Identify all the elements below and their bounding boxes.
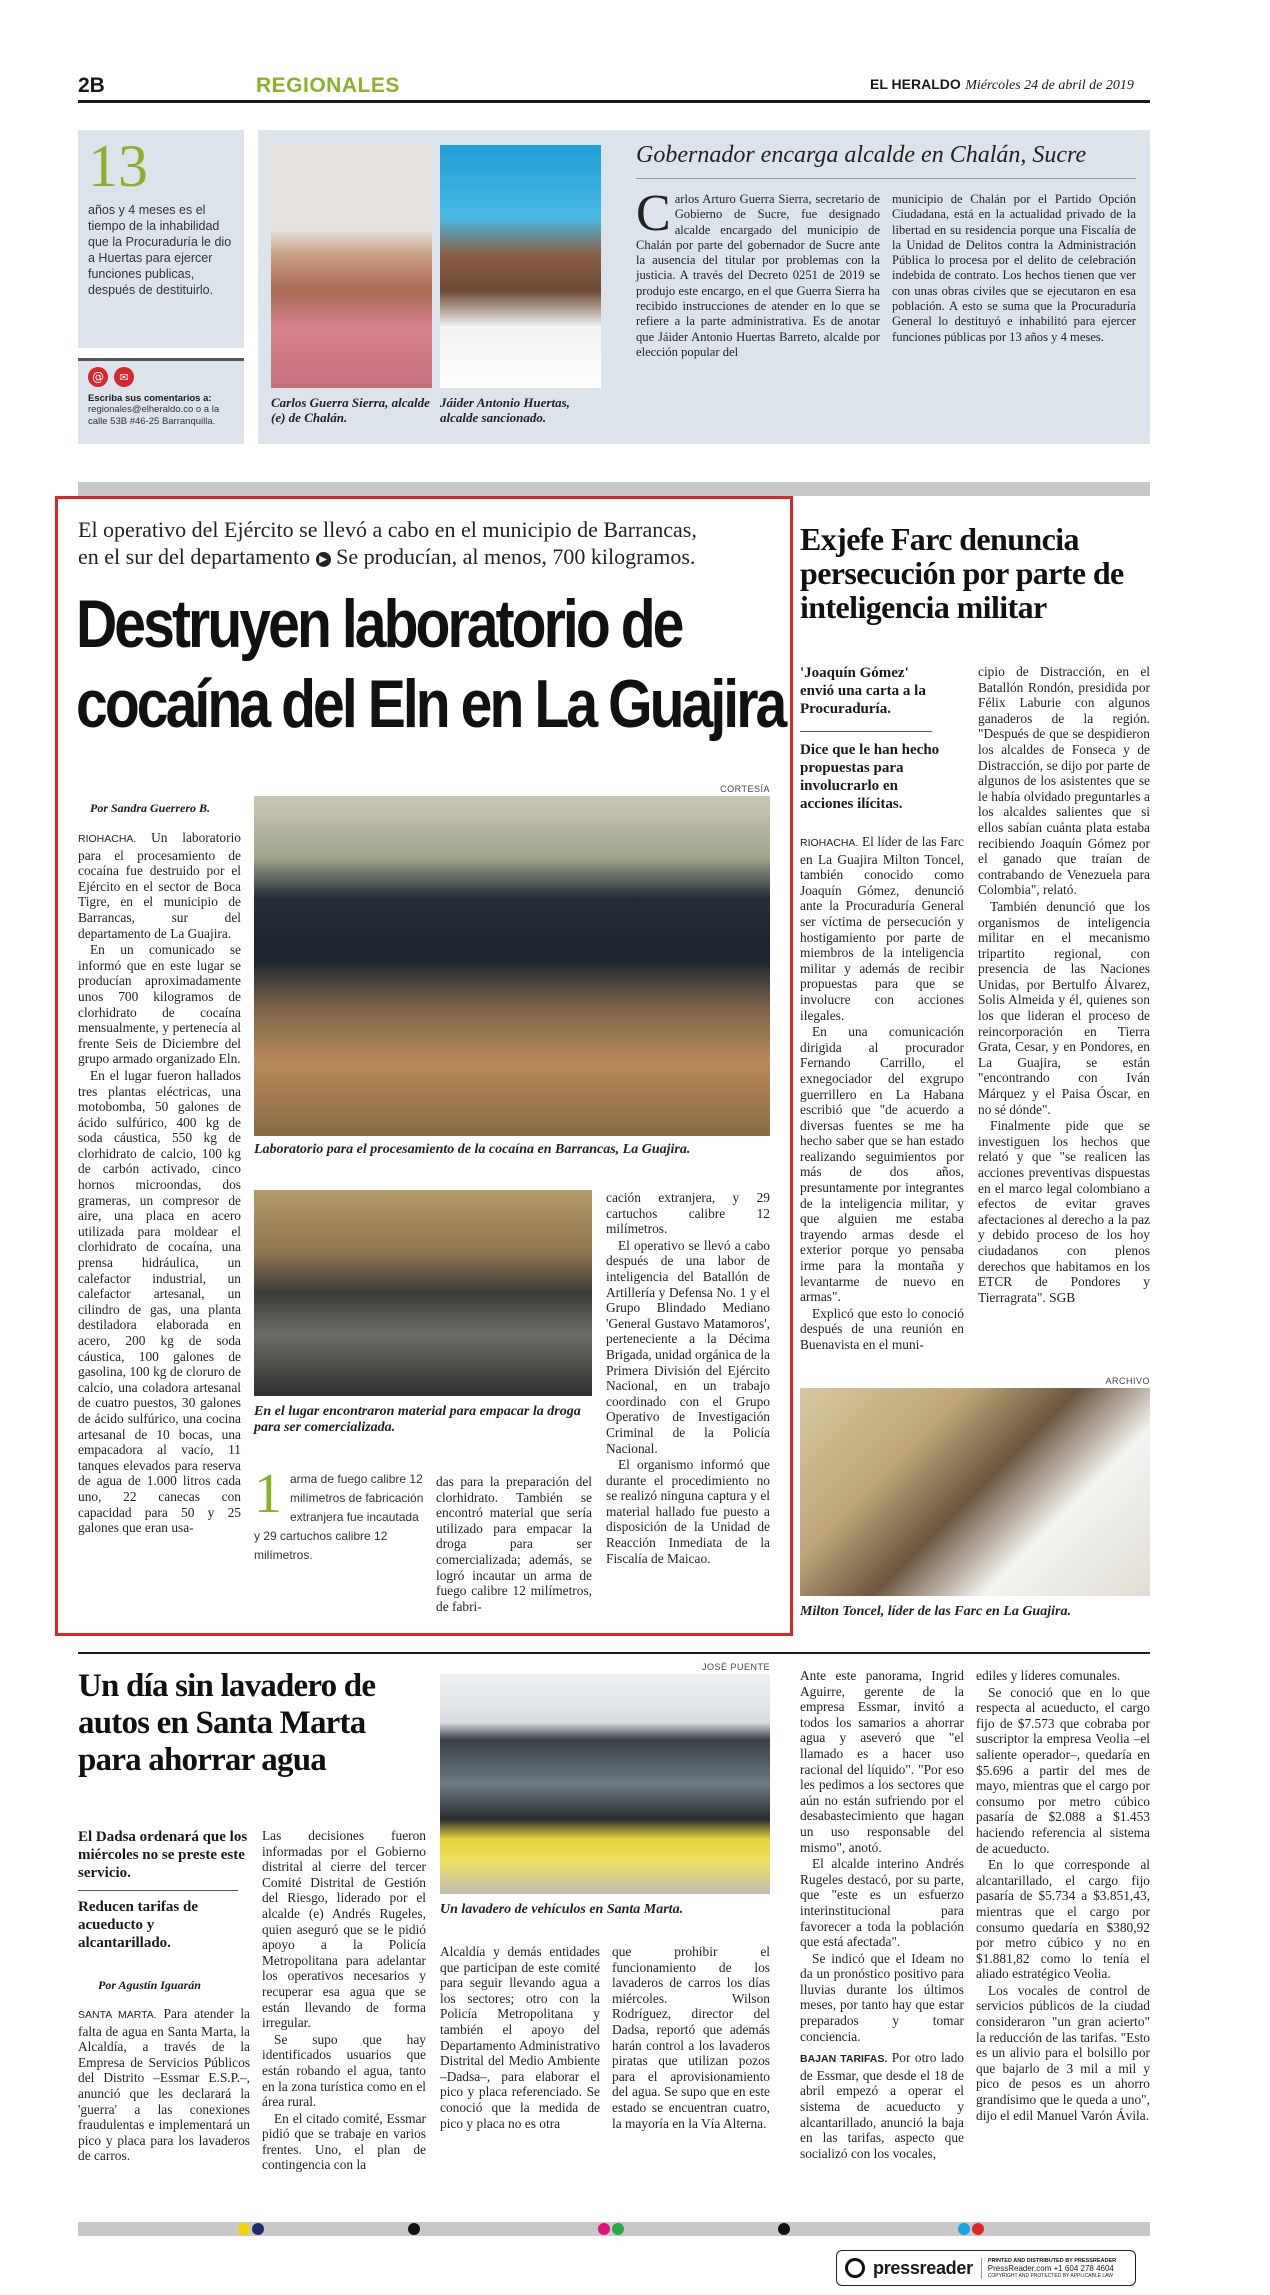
main-col3-p3: El organismo informó que durante el procedimiento no se realizó ninguna captura y el material hallado fue puesto a disposición de la Unidad de Reacción Inmediata de la Fiscalía de Maicao. (606, 1457, 770, 1566)
water-sub-2: Reducen tarifas de acueducto y alcantarillado. (78, 1899, 198, 1951)
water-sub-1: El Dadsa ordenará que los miércoles no se preste este servicio. (78, 1829, 248, 1881)
farc-col1-p2: En una comunicación dirigida al procurador Fernando Carrillo, el exnegociador del exgrupo guerrillero en La Habana escribió que "de acuerdo a diversas fuentes se me ha hecho saber que se han estado realizando seguimientos por más de dos años, presuntamente por integrantes de la inteligencia militar, y que alguien me estaba trayendo armas desde el exterior porque yo pensaba irme para la montaña y levantarme de nuevo en armas". (800, 1024, 964, 1305)
water-headline: Un día sin lavadero de autos en Santa Marta para ahorrar agua (78, 1668, 376, 1778)
water-col-2 (262, 1828, 426, 2174)
water-col-1 (78, 2006, 250, 2165)
caption-carlos: Carlos Guerra Sierra, alcalde (e) de Chalán. (271, 395, 430, 425)
photo-carlos-guerra (271, 145, 432, 388)
water-col5-p1: Ante este panorama, Ingrid Aguirre, gerente de la empresa Essmar, invitó a todos los samarios a ahorrar agua y aseveró que "el llamado es a hacer uso racional del líquido". "Por eso les pedimos a los sectores que aún no están sufriendo por el desabastecimiento que hagan un uso responsable del mismo", anotó. (800, 1668, 964, 1855)
contact-box (78, 358, 244, 444)
issue-date: Miércoles 24 de abril de 2019 (965, 78, 1134, 93)
masthead: EL HERALDO (870, 76, 961, 92)
inhabilidad-box (78, 130, 244, 348)
main-col-2b: das para la preparación del clorhidrato. También se encontró material que sería utilizado para empacar la droga para ser comercializada; además, se logró incautar un arma de fuego calibre 12 milímetros, de fabri- (436, 1474, 592, 1614)
water-col6-p3: En lo que corresponde al alcantarillado, el cargo fijo pasaría de $5.734 a $3.851,43, mientras que el cargo por consumo quedaría en $380,92 por metro cúbico y no en $1.881,82 como lo tenía el aliado estratégico Veolia. (976, 1857, 1150, 1982)
arrow-icon: ▶ (316, 552, 331, 567)
contact-label: Escriba sus comentarios a: (88, 393, 212, 404)
water-byline: Por Agustín Iguarán (98, 1978, 201, 1992)
pressreader-line-1: PRINTED AND DISTRIBUTED BY PRESSREADER (987, 2257, 1117, 2264)
farc-col1-p1: El líder de las Farc en La Guajira Milton Toncel, también conocido como Joaquín Gómez, denunció ante la Procuraduría General ser víctima de persecución y hostigamiento por parte de miembros de la inteligencia militar y además de recibir propuestas para que se involucre con acciones ilegales. (800, 834, 964, 1023)
water-photo-caption: Un lavadero de vehículos en Santa Marta. (440, 1902, 684, 1917)
at-icon[interactable]: @ (88, 367, 108, 387)
water-col2-p1: Las decisiones fueron informadas por el Gobierno distrital al cierre del tercer Comité Distrital de Gestión del Riesgo, liderado por el alcalde (e) Andrés Rugeles, quien aseguró que se le pidió apoyo a la Policía Metropolitana para adelantar los operativos necesarios y recuperar esa agua que se están llevando de forma irregular. (262, 1828, 426, 2031)
caption-jaider: Jáider Antonio Huertas, alcalde sancionado. (440, 395, 570, 425)
reg-mark-navy (252, 2223, 264, 2235)
photo2-caption: En el lugar encontraron material para empacar la droga para ser comercializada. (254, 1404, 581, 1435)
pullquote (254, 1463, 426, 1563)
pullquote-text: arma de fuego calibre 12 milímetros de fabricación extranjera fue incautada y 29 cartuchos calibre 12 milímetros. (254, 1472, 424, 1562)
mail-icon[interactable]: ✉ (114, 367, 134, 387)
masthead-date (870, 76, 1134, 94)
farc-col2-p3: Finalmente pide que se investiguen los hechos que relató y que "se realicen las acciones preventivas dispuestas en el marco legal colombiano a efectos de evitar graves afectaciones al derecho a la paz y debido proceso de los hoy ciudadanos con plenos derechos que habitamos en los ETCR de Pondores y Tierragrata". SGB (978, 1118, 1150, 1305)
gray-band-1 (78, 482, 1150, 496)
reg-mark-magenta (598, 2223, 610, 2235)
photo-jaider-huertas (440, 145, 601, 388)
section-label: REGIONALES (256, 74, 400, 97)
governor-col-1-text: arlos Arturo Guerra Sierra, secretario de Gobierno de Sucre, fue designado alcalde encargado del municipio de Chalán por parte del gobernador de Sucre ante la ausencia del titular por problemas con la justicia. A través del Decreto 0251 de 2019 se produjo este encargo, en el que Guerra Sierra ha recibido instrucciones de atender en lo que se refiere a la parte administrativa. Es de anotar que Jáider Antonio Huertas Barreto, alcalde por elección popular del (636, 192, 880, 359)
water-dateline: SANTA MARTA. (78, 2009, 157, 2021)
pressreader-info (981, 2258, 1116, 2279)
photo1-caption: Laboratorio para el procesamiento de la cocaína en Barrancas, La Guajira. (254, 1142, 691, 1157)
farc-col1-p3: Explicó que esto lo conoció después de una reunión en Buenavista en el muni- (800, 1305, 964, 1352)
water-col5-p2: El alcalde interino Andrés Rugeles destacó, por su parte, que "este es un esfuerzo interinstitucional para favorecer a toda la población que está afectada". (800, 1856, 964, 1950)
main-kicker (78, 516, 778, 570)
reg-mark-yellow (238, 2223, 250, 2235)
water-col6-p2: Se conoció que en lo que respecta al acueducto, el cargo fijo de $7.573 que cobraba por suscriptor la empresa Veolia –el saliente operador–, quedaría en $5.696 a partir del mes de mayo, mientras que el cargo por consumo por metro cúbico pasaría de $2.088 a $1.453 haciendo referencia al sistema de acueducto. (976, 1684, 1150, 1856)
contact-text: regionales@elheraldo.co o a la calle 53B #46-25 Barranquilla. (88, 404, 220, 427)
farc-dateline: RIOHACHA. (800, 837, 859, 849)
photo-laboratory (254, 796, 770, 1136)
kicker-line-1: El operativo del Ejército se llevó a cabo en el municipio de Barrancas, (78, 517, 697, 542)
main-col-3 (606, 1190, 770, 1567)
water-col-4: que prohibir el funcionamiento de los lavaderos de carros los días miércoles. Wilson Rodríguez, director del Dadsa, reportó que además harán control a los lavaderos piratas que utilizan pozos para el aprovisionamiento del agua. Se supo que en este estado se encuentran cuatro, la mayoría en la Vía Alterna. (612, 1944, 770, 2131)
water-subhead-tarifas: BAJAN TARIFAS. (800, 2053, 888, 2066)
kicker-line-2: en el sur del departamento (78, 544, 311, 569)
water-col2-p3: En el citado comité, Essmar pidió que se trabaje en varios frentes. Uno, el plan de contingencia con la (262, 2110, 426, 2173)
big-number: 13 (88, 133, 148, 199)
pressreader-logo-icon (845, 2258, 865, 2278)
reg-mark-black-2 (778, 2223, 790, 2235)
page-number: 2B (78, 74, 105, 97)
pressreader-badge[interactable] (836, 2250, 1136, 2286)
governor-rule (636, 178, 1136, 179)
farc-sub-1: 'Joaquín Gómez' envió una carta a la Procuraduría. (800, 665, 926, 717)
photo-milton-toncel (800, 1388, 1150, 1596)
reg-mark-black-1 (408, 2223, 420, 2235)
water-col-3: Alcaldía y demás entidades que participan de este comité para seguir llevando agua a los sectores; otro con la Policía Metropolitana y también el apoyo del Departamento Administrativo Distrital del Medio Ambiente –Dadsa–, para elaborar el pico y placa referenciado. Se conoció que la medida de pico y placa no es otra (440, 1944, 600, 2131)
main-dateline: RIOHACHA. (78, 833, 137, 845)
farc-col2-p1: cipio de Distracción, en el Batallón Rondón, presidida por Félix Laburie con algunos ganaderos de la región. "Después de que se despidieron los alcaldes de Fonseca y de Distracción, se dijo por parte de algunos de los asistentes que se le había olvidado preguntarles a los alcaldes salientes que si ellos sabían cuánta plata estaba recibiendo Joaquín Gómez por el ganado que traían de contrabando de Venezuela para Colombia", relató. (978, 664, 1150, 898)
main-col1-p2: En un comunicado se informó que en este lugar se producían aproximadamente unos 700 kilogramos de clorhidrato de cocaína mensualmente, y pertenecía al frente Seis de Diciembre del grupo armado organizado Eln. (78, 942, 241, 1067)
water-col-5 (800, 1668, 964, 2162)
governor-col-1 (636, 185, 880, 360)
photo-car-wash (440, 1674, 770, 1894)
water-photo-credit: JOSÉ PUENTE (701, 1662, 770, 1672)
big-number-text: años y 4 meses es el tiempo de la inhabilidad que la Procuraduría le dio a Huertas para ejercer funciones publicas, después de destituirlo. (88, 203, 232, 297)
pressreader-line-3: COPYRIGHT AND PROTECTED BY APPLICABLE LAW (987, 2272, 1114, 2279)
water-col2-p2: Se supo que hay identificados usuarios que están robando el agua, tanto en la zona turística como en el área rural. (262, 2031, 426, 2110)
governor-col-2: municipio de Chalán por el Partido Opción Ciudadana, está en la actualidad privado de la libertad en su residencia porque una Fiscalía de la Unidad de Delitos contra la Administración Pública lo procesa por el delito de celebración indebida de contrato. Los hechos tienen que ver con unas obras civiles que se ejecutaron en esa población. A esto se suma que la Procuraduría General lo destituyó e inhabilitó para ejercer funciones públicas por 13 años y 4 meses. (892, 192, 1136, 344)
farc-photo-credit: ARCHIVO (1105, 1376, 1150, 1386)
headline-line-2: cocaína del Eln en La Guajira (76, 666, 785, 742)
main-col3-p2: El operativo se llevó a cabo después de una labor de inteligencia del Batallón de Artillería y Defensa No. 1 y el Grupo Blindado Mediano 'General Gustavo Matamoros', perteneciente a la Décima Brigada, unidad orgánica de la Primera División del Ejército Nacional, en un trabajo coordinado con el Grupo Operativo de Investigación Criminal de la Policía Nacional. (606, 1237, 770, 1456)
pressreader-brand: pressreader (873, 2257, 973, 2278)
reg-mark-cyan (958, 2223, 970, 2235)
main-col1-p1: Un laboratorio para el procesamiento de cocaína fue destruido por el Ejército en el sector de Boca Tigre, en el municipio de Barrancas, sur del departamento de La Guajira. (78, 830, 241, 941)
water-col1-text: Para atender la falta de agua en Santa Marta, la Alcaldía, a través de la Empresa de Servicios Públicos del Distrito –Essmar E.S.P.–, anunció que les declarará la 'guerra' a las conexiones fraudulentas e implementará un pico y placa para los lavaderos de carros. (78, 2006, 250, 2164)
water-col6-p1: ediles y líderes comunales. (976, 1668, 1121, 1683)
headline-line-1: Destruyen laboratorio de (76, 586, 682, 662)
water-col6-p4: Los vocales de control de servicios públicos de la ciudad consideraron "un gran acierto" la reducción de las tarifas. "Esto es un alivio para el bolsillo por que bajarlo de 3 mil a mil y pico de pesos es un ahorro grandísimo que le queda a uno", dijo el edil Manuel Varón Ávila. (976, 1982, 1150, 2123)
farc-headline: Exjefe Farc denuncia persecución por parte de inteligencia militar (800, 521, 1124, 625)
main-col-1 (78, 830, 241, 1537)
water-sub-rule (78, 1890, 238, 1891)
kicker-line-3: Se producían, al menos, 700 kilogramos. (336, 544, 696, 569)
main-col1-p3: En el lugar fueron hallados tres plantas eléctricas, una motobomba, 50 galones de ácido sulfúrico, 400 kg de soda cáustica, 550 kg de clorhidrato de calcio, 100 kg de carbón activado, cinco hornos microondas, dos grameras, un compresor de aire, una placa en acero utilizada para moldear el clorhidrato de cocaína, una prensa hidráulica, un calefactor industrial, un calefactor artesanal, un cilindro de gas, una planta destiladora elaborada en acero, 200 kg de soda cáustica, 100 galones de gasolina, 100 kg de cloruro de calcio, una coladora artesanal de cuatro puestos, 30 galones de ácido sulfúrico, una cocina artesanal de 10 bocas, una empacadora al vacío, 11 tanques elevados para reserva de agua de 1.000 litros cada uno, 22 canecas con capacidad para 50 y 25 galones que eran usa- (78, 1067, 241, 1536)
photo-packing-material (254, 1190, 592, 1396)
farc-sub-2: Dice que le han hecho propuestas para involucrarlo en acciones ilícitas. (800, 742, 940, 812)
water-col-6 (976, 1668, 1150, 2124)
reg-mark-green (612, 2223, 624, 2235)
water-col5-p4: Por otro lado de Essmar, que desde el 18 de abril empezó a operar el sistema de acueducto y alcantarillado, anunció la baja en las tarifas, aspecto que socializó con los vocales, (800, 2050, 964, 2161)
reg-mark-red (972, 2223, 984, 2235)
header-rule (78, 100, 1150, 103)
governor-headline: Gobernador encarga alcalde en Chalán, Sucre (636, 142, 1087, 168)
section-rule (78, 1652, 1150, 1654)
pressreader-line-2: PressReader.com +1 604 278 4604 (987, 2263, 1114, 2273)
main-col3-p1: cación extranjera, y 29 cartuchos calibre 12 milímetros. (606, 1190, 770, 1237)
farc-col-2 (978, 664, 1150, 1306)
farc-col-1 (800, 834, 964, 1354)
main-headline (76, 584, 785, 744)
drop-cap: C (636, 185, 671, 242)
water-col5-p3: Se indicó que el Ideam no da un pronóstico positivo para lluvias durante los últimos meses, por tanto hay que estar preparados y tomar conciencia. (800, 1950, 964, 2044)
farc-col2-p2: También denunció que los organismos de inteligencia militar en el mecanismo tripartito regional, con presencia de las Naciones Unidas, por Bertulfo Álvarez, Solis Almeida y él, quienes son los que lideran el proceso de reincorporación en Tierra Grata, Cesar, y en Pondores, en La Guajira, se están "encontrando con Iván Márquez y el Paisa Óscar, en no sé dónde". (978, 898, 1150, 1117)
pullquote-number: 1 (254, 1463, 282, 1525)
farc-sub-rule (800, 731, 932, 732)
registration-marks (78, 2222, 1150, 2236)
farc-photo-caption: Milton Toncel, líder de las Farc en La Guajira. (800, 1604, 1071, 1619)
main-byline: Por Sandra Guerrero B. (90, 801, 211, 815)
photo1-credit: CORTESÍA (720, 784, 770, 794)
